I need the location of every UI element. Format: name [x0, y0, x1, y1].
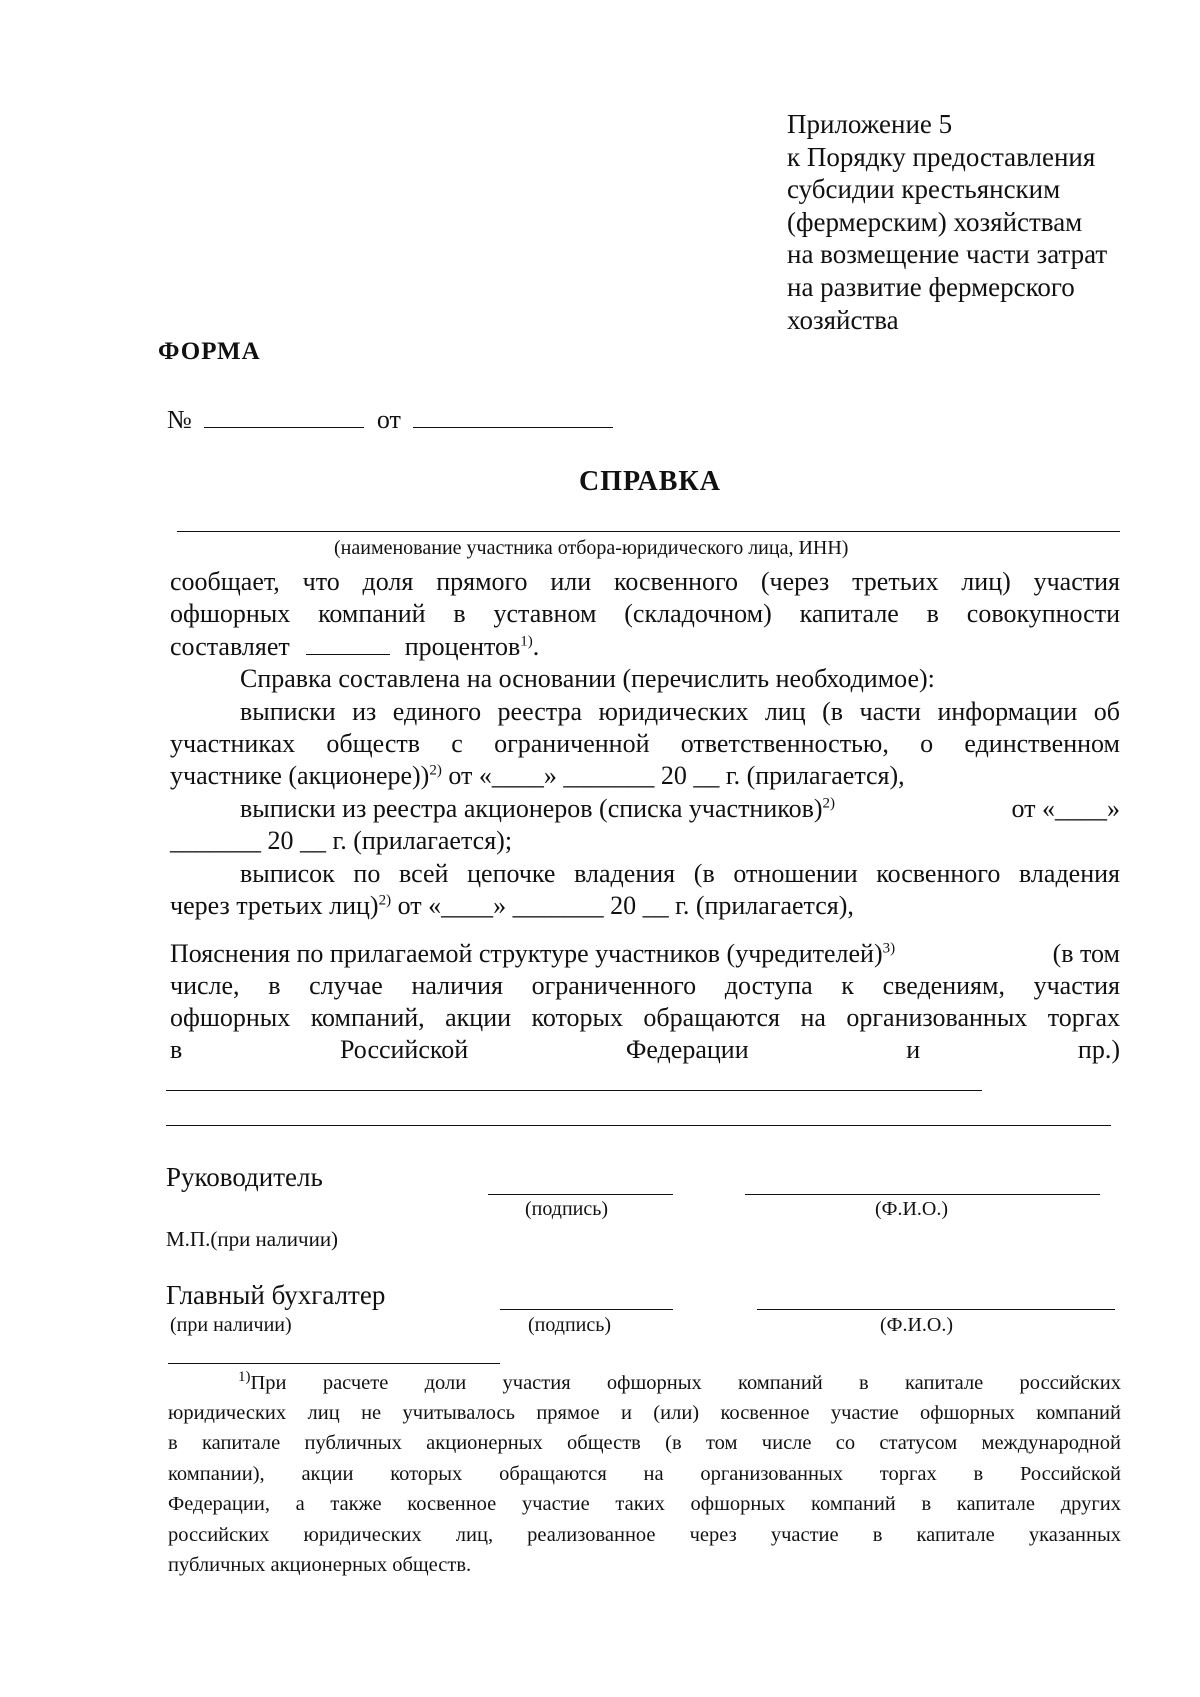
number-sign: №: [167, 405, 192, 434]
footnote-marker: 1): [238, 1369, 251, 1386]
appendix-line: на возмещение части затрат: [787, 239, 1108, 270]
extract2-line: [240, 793, 1120, 826]
head-name-field[interactable]: [745, 1194, 1100, 1195]
appendix-line: к Порядку предоставления: [787, 141, 1096, 172]
explanations-line: числе, в случае наличия ограниченного доступа к сведениям, участия: [170, 971, 1120, 1000]
document-title: СПРАВКА: [579, 466, 721, 497]
date-field[interactable]: [413, 403, 613, 428]
accountant-label: Главный бухгалтер: [166, 1280, 386, 1310]
body-text: от «____» _______ 20 __ г. (прилагается),: [391, 891, 854, 920]
accountant-signature-field[interactable]: [500, 1309, 673, 1310]
body-text: от «____»: [1011, 794, 1120, 823]
signature-caption: (подпись): [525, 1198, 609, 1220]
body-text: (в том: [1052, 939, 1120, 968]
date-from-label: от: [376, 405, 401, 434]
explanations-line: в Российской Федерации и пр.): [170, 1035, 1120, 1064]
appendix-line: на развитие фермерского: [787, 271, 1075, 302]
number-field[interactable]: [204, 403, 364, 428]
footnote-separator: [168, 1363, 500, 1364]
accountant-note: (при наличии): [170, 1314, 292, 1336]
body-text: [240, 793, 835, 826]
footnote-ref: 3): [882, 940, 896, 957]
appendix-line: хозяйства: [787, 304, 899, 335]
explanations-field-line[interactable]: [166, 1125, 1111, 1126]
percent-field[interactable]: [306, 630, 390, 655]
form-label: ФОРМА: [158, 338, 261, 365]
footnote-text: При расчете доли участия офшорных компаний в капитале российских: [250, 1372, 1121, 1394]
explanations-field-line[interactable]: [166, 1090, 982, 1091]
head-label: Руководитель: [166, 1162, 323, 1192]
extract2-line: _______ 20 __ г. (прилагается);: [170, 826, 513, 855]
explanations-line: [170, 938, 1120, 971]
body-text: .: [532, 632, 540, 661]
footnote-line: компании), акции которых обращаются на организованных торгах в Российской: [168, 1463, 1121, 1485]
footnote-line: Федерации, а также косвенное участие таких офшорных компаний в капитале других: [168, 1493, 1121, 1515]
footnote-line: юридических лиц не учитывалось прямое и (или) косвенное участие офшорных компаний: [168, 1402, 1121, 1424]
body-text-part: выписки из реестра акционеров (списка участников): [240, 794, 823, 823]
body-text: через третьих лиц): [170, 891, 379, 920]
footnote-ref: 1): [520, 633, 533, 650]
footnote-line: в капитале публичных акционерных обществ (в том числе со статусом международной: [168, 1432, 1121, 1454]
appendix-line: Приложение 5: [787, 109, 953, 139]
name-caption: (Ф.И.О.): [880, 1314, 954, 1336]
basis-line: Справка составлена на основании (перечислить необходимое):: [240, 664, 935, 693]
body-text-part: Пояснения по прилагаемой структуре участников (учредителей): [170, 939, 883, 968]
extract3-line: [170, 890, 1120, 923]
body-text: от «____» _______ 20 __ г. (прилагается),: [441, 761, 905, 790]
body-text: составляет: [170, 632, 290, 661]
appendix-line: (фермерским) хозяйствам: [787, 206, 1083, 237]
body-text: [170, 938, 895, 971]
explanations-line: офшорных компаний, акции которых обращаются на организованных торгах: [170, 1003, 1120, 1032]
footnote-ref: 2): [429, 762, 442, 779]
body-text: участнике (акционере)): [170, 761, 430, 790]
footnote-line: российских юридических лиц, реализованное через участие в капитале указанных: [168, 1524, 1121, 1546]
footnote-line: [238, 1368, 1121, 1398]
appendix-line: субсидии крестьянским: [787, 174, 1061, 205]
footnote-line: публичных акционерных обществ.: [168, 1554, 472, 1576]
appendix-header: [787, 108, 1187, 336]
body-line: офшорных компаний в уставном (складочном) капитале в совокупности: [170, 599, 1120, 628]
participant-name-field[interactable]: [177, 531, 1120, 532]
extract1-line: участниках обществ с ограниченной ответственностью, о единственном: [170, 729, 1120, 758]
accountant-name-field[interactable]: [757, 1309, 1115, 1310]
body-text: процентов: [404, 632, 521, 661]
stamp-label: М.П.(при наличии): [166, 1227, 339, 1251]
body-line: сообщает, что доля прямого или косвенного (через третьих лиц) участия: [170, 567, 1120, 596]
footnote-ref: 2): [378, 892, 392, 909]
participant-caption: (наименование участника отбора-юридического лица, ИНН): [334, 537, 849, 559]
number-date-line: [167, 403, 619, 435]
footnote-ref: 2): [822, 795, 835, 812]
name-caption: (Ф.И.О.): [875, 1198, 949, 1220]
extract1-line: выписки из единого реестра юридических лиц (в части информации об: [240, 697, 1120, 726]
extract1-line: [170, 760, 1120, 793]
extract3-line: выписок по всей цепочке владения (в отношении косвенного владения: [240, 859, 1120, 888]
body-line: [170, 630, 1120, 664]
signature-caption: (подпись): [528, 1314, 612, 1336]
head-signature-field[interactable]: [488, 1194, 673, 1195]
